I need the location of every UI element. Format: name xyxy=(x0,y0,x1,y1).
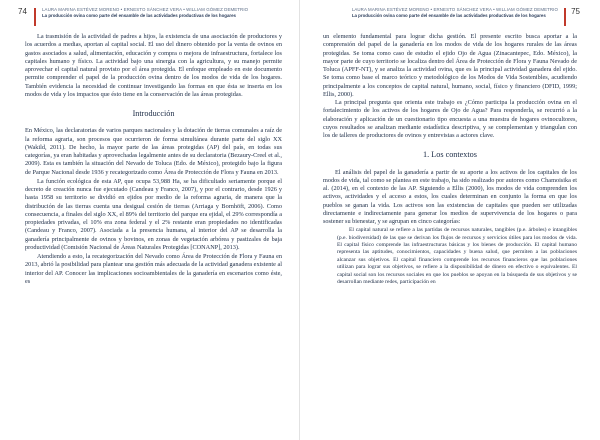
body-paragraph: La principal pregunta que orienta este trabajo es ¿Cómo participa la producción ovina en el fortalecimiento de los activos de los hogares de Ojo de Agua? Para responderla, se recurrió a la elaboración y aplicación de un cuestionario tipo encuesta a una muestra de hogares ovinocultores, cuyos resultados se analizan mediante estadística descriptiva, y se complementan y triangulan con los de talleres de productores de ovinos y entrevistas a actores clave. xyxy=(323,99,577,139)
header-title: La producción ovina como parte del ensamble de las actividades productivas de los hogares xyxy=(42,13,236,19)
left-page-body xyxy=(25,33,282,286)
running-header xyxy=(352,7,558,20)
page-number: 74 xyxy=(18,7,27,16)
body-paragraph: La función ecológica de esta AP, que ocupa 53,988 Ha, se ha dificultado seriamente porque el decreto de creación nunca fue ejecutado (Candeau y Franco, 2007), y por el contrario, desde 1926 y hasta 1958 su territorio se dividió en ejidos por medio de la reforma agraria, de manera que la distribución de las tierras cuenta una desigual cesión de tierras (Arriaga y Bornhöft, 2006). Como consecuencia, a finales del siglo XX, el 89% del territorio del parque era ejidal, el 29% correspondía a propiedades privadas, el 10% era zona federal y el 2% restante eran propiedades no identificadas (Candeau y Franco, 2007). Asociada a la presencia humana, al interior del AP se desarrolla la ganadería principalmente de ovinos y bovinos, en zonas de vegetación arbórea y pastizales de baja productividad (Comisión Nacional de Áreas Naturales Protegidas [CONANP], 2013). xyxy=(25,177,282,251)
right-page-header xyxy=(314,7,580,27)
header-accent-bar xyxy=(564,8,566,26)
right-page xyxy=(300,0,600,440)
header-accent-bar xyxy=(34,8,36,26)
running-header xyxy=(42,7,248,20)
body-paragraph: un elemento fundamental para lograr dicha gestión. El presente escrito busca aportar a la comprensión del papel de la ganadería en los modos de vida de los hogares rurales de las áreas protegidas. Se toma como caso de estudio el ejido Ojo de Agua (Zinacantepec, Edo. México), la mayor parte de cuyo territorio se localiza dentro del Área de Protección de Flora y Fauna Nevado de Toluca (APFF-NT), y se analiza la actividad ovina, que es la principal actividad ganadera del ejido. Se toma como base el marco teórico y metodológico de los Modos de Vida Sostenibles, acudiendo principalmente a los conceptos de capital natural, humano, social, físico y financiero (DFID, 1999; Ellis, 2000). xyxy=(323,33,577,98)
body-paragraph: En México, las declaratorias de varios parques nacionales y la dotación de tierras comunales a raíz de la reforma agraria, son procesos que ocurrieron de forma simultánea durante parte del siglo XX (Wakild, 2011). De hecho, la mayor parte de las áreas protegidas (AP) del país, en todas sus categorías, ya eran habitadas y aprovechadas legalmente antes de su declaratoria (Bezaury-Creel et al., 2009). Esta es también la situación del Nevado de Toluca (Edo. de México), protegido bajo la figura de Parque Nacional desde 1936 y recategorizado como Área de Protección de Flora y Fauna en 2013. xyxy=(25,127,282,176)
body-paragraph: Atendiendo a esto, la recategorización del Nevado como Área de Protección de Flora y Fauna en 2013, abrió la posibilidad para plantear una gestión más adecuada de la actividad ganadera existente al interior del AP. Conocer las implicaciones socioambientales de la ganadería en escenarios como éste, es xyxy=(25,253,282,285)
quote-paragraph: El capital natural se refiere a las partidas de recursos naturales, tangibles (p.e. árboles) e intangibles (p.e. biodiversidad) de las que se derivan los flujos de recursos y servicios útiles para los modos de vida. El capital físico comprende las infraestructuras básicas y los bienes de producción. El capital humano representa las aptitudes, conocimientos, capacidades y buena salud, que permiten a las poblaciones alcanzar sus objetivos. El capital financiero comprende los recursos financieros que las poblaciones utilizan para lograr sus objetivos, se refiere a la disponibilidad de dinero en efectivo o equivalentes. El capital social son los recursos sociales en que los pueblos se apoyan en la búsqueda de sus objetivos y se desarrollan mediante redes, participación en xyxy=(337,227,577,286)
header-authors: LAURA MARINA ESTÉVEZ MORENO • ERNESTO SÁNCHEZ VERA • WILLIAM GÓMEZ DEMETRIO xyxy=(351,7,558,12)
block-quote xyxy=(337,227,577,286)
header-title: La producción ovina como parte del ensamble de las actividades productivas de los hogares xyxy=(351,13,546,19)
section-heading: 1. Los contextos xyxy=(423,150,477,160)
page-number: 75 xyxy=(571,7,580,16)
header-authors: LAURA MARINA ESTÉVEZ MORENO • ERNESTO SÁNCHEZ VERA • WILLIAM GÓMEZ DEMETRIO xyxy=(42,7,249,12)
body-paragraph: La trasmisión de la actividad de padres a hijos, la existencia de una asociación de productores y los acuerdos a medias, aportan al capital social. El uso del dinero obtenido por la venta de ovinos en gastos asociados a salud, alimentación, educación y compra o mejora de infraestructura, fortalece los capitales humano y físico. La actividad bajo una sinergia con la agricultura, y su manejo permite aprovechar el capital natural provisto por el área protegida. El enfoque empleado en este documento permite comprender el papel de la producción ovina dentro de los modos de vida de los hogares. También evidencia la necesidad de continuar investigando las formas en que ésta se inserta en los modos de vida y los impactos que ésto tiene en la conservación de las áreas protegidas. xyxy=(25,33,282,98)
body-paragraph: El análisis del papel de la ganadería a partir de su aporte a los activos de los capitales de los modos de vida, tal como se plantea en este trabajo, ha sido realizado por autores como Chamoisika et al. (2014), en el contexto de las AP. Siguiendo a Ellis (2000), los modos de vida comprenden los activos, actividades y el acceso a estos, los cuales determinan en conjunto la forma en que los pueblos se ganan la vida. Los activos son las existencias de capitales que pueden ser utilizadas directamente e indirectamente para generar los medios de supervivencia de los hogares o para sostener su bienestar, y se agrupan en cinco categorías: xyxy=(323,168,577,225)
right-page-body xyxy=(323,33,577,287)
section-heading: Introducción xyxy=(132,109,175,118)
left-page-header xyxy=(18,7,289,27)
